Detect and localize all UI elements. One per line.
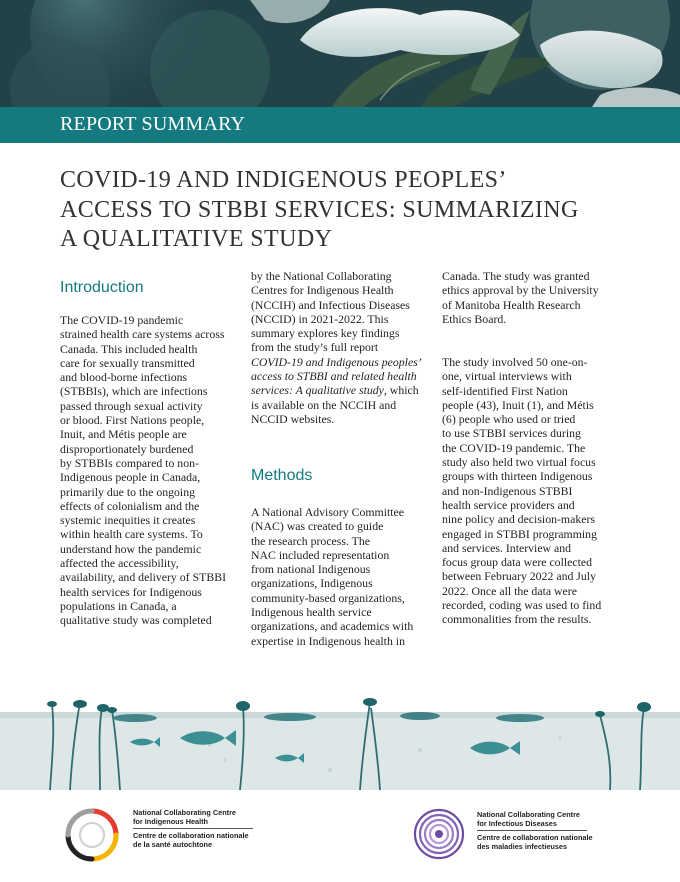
text-line: summary explores key findings [251, 326, 400, 341]
text-line: Canada. This included health [60, 341, 198, 356]
italic-text: services: A qualitative study [251, 383, 384, 398]
text-line: The study involved 50 one-on- [442, 355, 588, 369]
text-line: disproportionately burdened [60, 441, 194, 456]
nccid-name-en: National Collaborating Centre [477, 810, 580, 819]
nccid-logo-text [477, 810, 593, 851]
text-line: by the National Collaborating [251, 269, 392, 283]
banner-label: REPORT SUMMARY [60, 113, 246, 135]
text-line: Inuit, and Métis people are [60, 427, 187, 442]
text-line: care for sexually transmitted [60, 355, 195, 370]
frosted-plant-image [0, 0, 680, 110]
nccih-name-fr: Centre de collaboration nationale [133, 831, 249, 840]
water-plants-fish-illustration [0, 690, 680, 805]
text-line: and services. Interview and [442, 540, 572, 555]
text-line: Centres for Indigenous Health [251, 283, 394, 298]
text-line: Indigenous health service [251, 605, 372, 620]
text-line: passed through sexual activity [60, 398, 203, 413]
study-participants-paragraph [442, 355, 601, 627]
methods-paragraph-continued [442, 269, 599, 326]
nccih-logo-icon [62, 805, 122, 865]
text-line: is available on the NCCIH and [251, 397, 397, 412]
text-line: study also held two virtual focus [442, 455, 596, 470]
report-title-italic [251, 369, 422, 383]
logo-divider [477, 830, 587, 831]
text-line: one, virtual interviews with [442, 369, 572, 384]
italic-text: COVID-19 and Indigenous peoples’ [251, 354, 422, 369]
text-line: NAC included representation [251, 547, 390, 562]
nccid-name-fr: Centre de collaboration nationale [477, 833, 593, 842]
text-line: of Manitoba Health Research [442, 297, 581, 312]
text-line: or blood. First Nations people, [60, 413, 205, 428]
nccid-name-fr: des maladies infectieuses [477, 842, 568, 851]
introduction-paragraph [60, 313, 226, 628]
text-line: (NAC) was created to guide [251, 519, 384, 534]
text-line: commonalities from the results. [442, 612, 592, 627]
header-photo [0, 0, 680, 110]
text-line: Canada. The study was granted [442, 269, 590, 283]
nccih-name-en: National Collaborating Centre [133, 808, 236, 817]
text-line: within health care systems. To [60, 527, 203, 542]
text-line: (6) people who used or tried [442, 412, 576, 427]
text-line: (STBBIs), which are infections [60, 384, 208, 399]
nccih-name-en: for Indigenous Health [133, 817, 208, 826]
text-line: NCCID websites. [251, 411, 335, 426]
text-line: between February 2022 and July [442, 569, 596, 584]
title-line: ACCESS TO STBBI SERVICES: SUMMARIZING [60, 196, 579, 223]
text-line: organizations, and academics with [251, 619, 414, 634]
partner-logos [0, 795, 680, 882]
text-line: (NCCID) in 2021-2022. This [251, 311, 389, 326]
text-line: and blood-borne infections [60, 370, 188, 385]
text-line: A National Advisory Committee [251, 505, 405, 519]
text-line: health services for Indigenous [60, 584, 202, 599]
text-line: people (43), Inuit (1), and Métis [442, 397, 594, 412]
text-line: from the study’s full report [251, 340, 379, 355]
text-line: the COVID-19 pandemic. The [442, 440, 586, 455]
text-line: community-based organizations, [251, 590, 405, 605]
document-title [60, 166, 640, 255]
text-line: ethics approval by the University [442, 283, 599, 298]
nccid-name-en: for Infectious Diseases [477, 819, 557, 828]
text-line: effects of colonialism and the [60, 498, 200, 513]
text-line: self-identified First Nation [442, 383, 568, 398]
section-heading-methods: Methods [251, 467, 313, 484]
text-line: expertise in Indigenous health in [251, 633, 405, 648]
text-line: The COVID-19 pandemic [60, 313, 184, 327]
text-span: , which [383, 383, 419, 398]
text-line: qualitative study was completed [60, 613, 212, 628]
text-line [251, 383, 422, 397]
text-line: the research process. The [251, 533, 371, 548]
text-line: availability, and delivery of STBBI [60, 570, 226, 585]
italic-text: access to STBBI and related health [251, 369, 417, 384]
report-title-italic [251, 355, 422, 369]
text-line: understand how the pandemic [60, 541, 202, 556]
text-line: to use STBBI services during [442, 426, 581, 441]
title-line: A QUALITATIVE STUDY [60, 226, 333, 252]
methods-paragraph [251, 505, 413, 648]
text-line: populations in Canada, a [60, 598, 177, 613]
text-line: focus group data were collected [442, 555, 593, 570]
text-line: organizations, Indigenous [251, 576, 373, 591]
nccih-name-fr: de la santé autochtone [133, 840, 213, 849]
text-line: (NCCIH) and Infectious Diseases [251, 297, 410, 312]
nccih-logo-text [133, 808, 253, 849]
text-line: Indigenous people in Canada, [60, 470, 201, 485]
title-line: COVID-19 AND INDIGENOUS PEOPLES’ [60, 167, 507, 193]
text-line: and non-Indigenous STBBI [442, 483, 573, 498]
text-line: groups with thirteen Indigenous [442, 469, 593, 484]
text-line: recorded, coding was used to find [442, 598, 602, 613]
text-line: strained health care systems across [60, 327, 225, 342]
nccid-logo-icon [410, 805, 468, 863]
text-line: affected the accessibility, [60, 556, 179, 571]
text-line: systemic inequities it creates [60, 513, 196, 528]
logo-divider [133, 828, 253, 829]
text-line: 2022. Once all the data were [442, 583, 577, 598]
text-line: from national Indigenous [251, 562, 371, 577]
text-line: health service providers and [442, 497, 575, 512]
introduction-paragraph-continued [251, 269, 422, 426]
text-line: engaged in STBBI programming [442, 526, 597, 541]
text-line: Ethics Board. [442, 311, 507, 326]
text-line: primarily due to the ongoing [60, 484, 195, 499]
section-heading-introduction: Introduction [60, 279, 144, 296]
text-line: by STBBIs compared to non- [60, 455, 199, 470]
text-line: nine policy and decision-makers [442, 512, 595, 527]
